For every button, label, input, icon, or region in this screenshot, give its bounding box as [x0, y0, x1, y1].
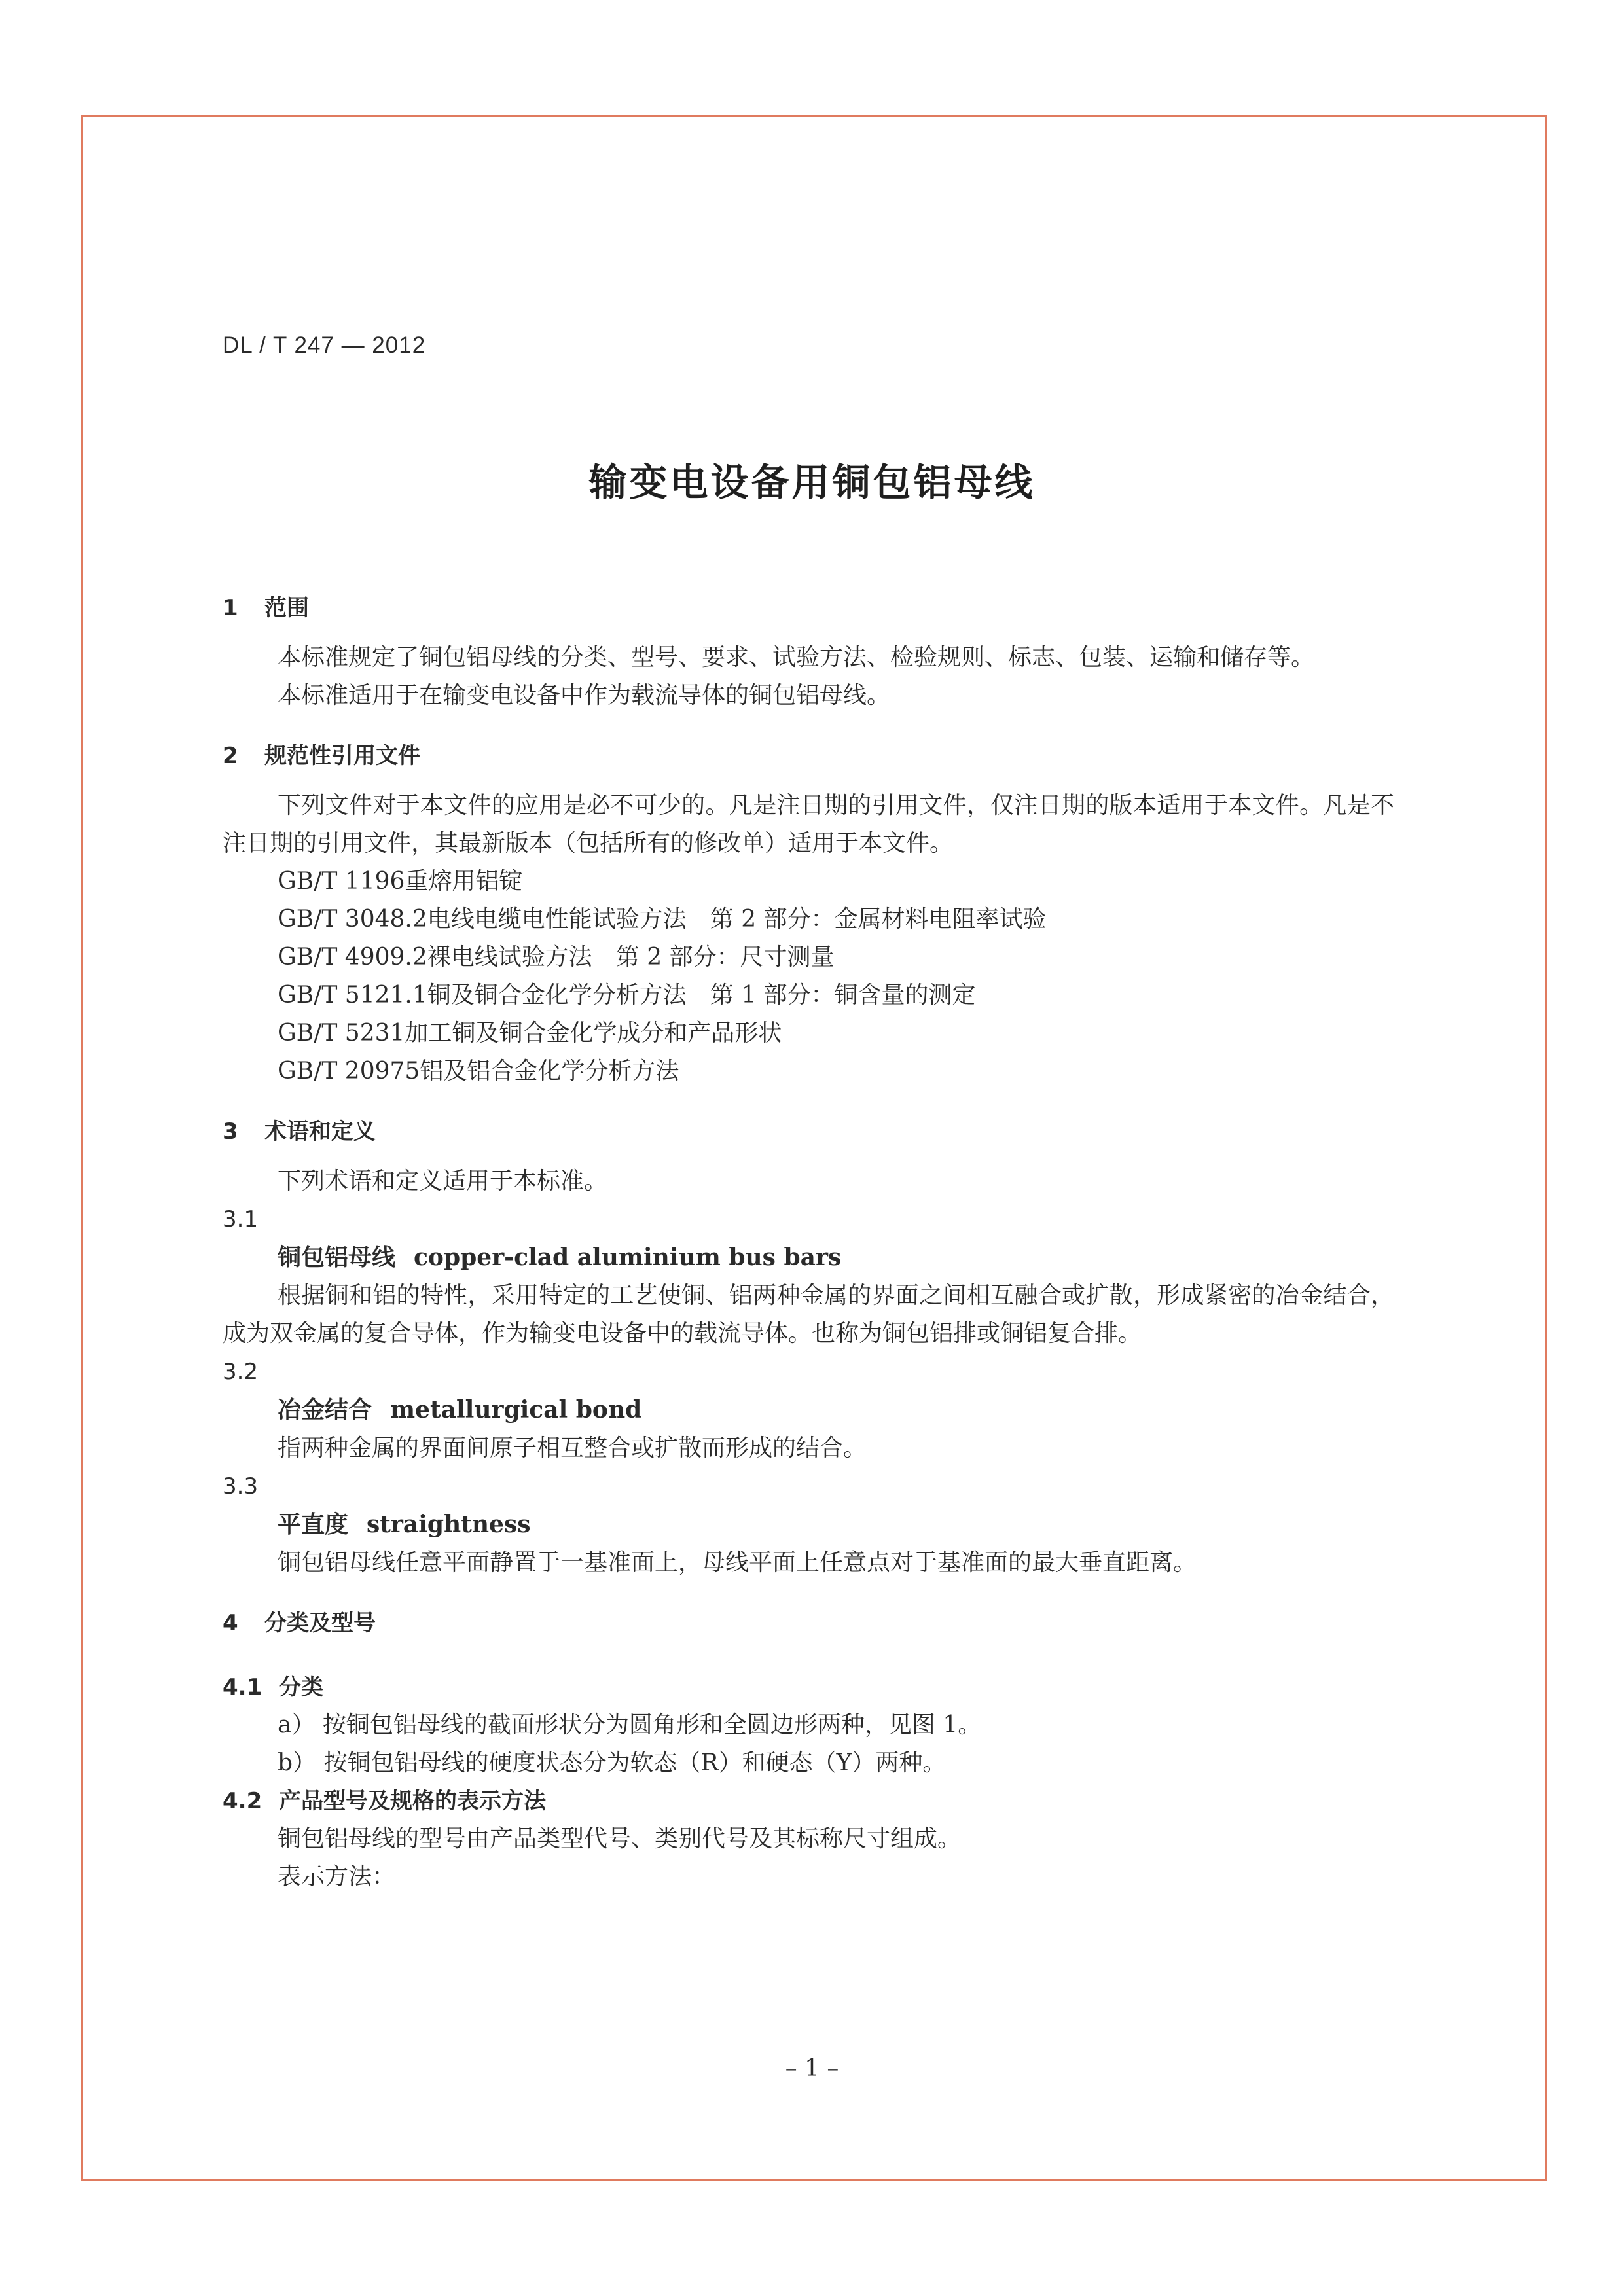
- paragraph: 本标准适用于在输变电设备中作为载流导体的铜包铝母线。: [278, 682, 891, 709]
- section-title: 范围: [264, 595, 309, 621]
- list-item: b） 按铜包铝母线的硬度状态分为软态（R）和硬态（Y）两种。: [278, 1749, 947, 1776]
- section-3-heading: [223, 1113, 1394, 1151]
- term-heading: [278, 1391, 1394, 1429]
- reference-code: GB/T 1196: [278, 868, 405, 895]
- reference-item: [278, 863, 1394, 901]
- term-definition: 指两种金属的界面间原子相互整合或扩散而形成的结合。: [278, 1435, 867, 1462]
- reference-code: GB/T 5231: [278, 1020, 405, 1047]
- paragraph: 铜包铝母线的型号由产品类型代号、类别代号及其标称尺寸组成。: [278, 1825, 962, 1852]
- subsection-number: 4.2: [223, 1788, 262, 1814]
- term-number: 3.2: [223, 1359, 259, 1385]
- section-number: 3: [223, 1119, 238, 1145]
- term-chinese: 冶金结合: [278, 1397, 372, 1424]
- subsection-title: 分类: [279, 1674, 323, 1700]
- reference-item: [278, 901, 1394, 939]
- list-item: a） 按铜包铝母线的截面形状分为圆角形和全圆边形两种，见图 1。: [278, 1712, 982, 1738]
- term-chinese: 铜包铝母线: [278, 1244, 396, 1271]
- document-body: [223, 589, 1394, 1896]
- reference-title: 重熔用铝锭: [405, 868, 523, 895]
- subsection-number: 4.1: [223, 1674, 262, 1700]
- term-chinese: 平直度: [278, 1511, 349, 1538]
- section-2-heading: [223, 737, 1394, 775]
- term-english: copper-clad aluminium bus bars: [414, 1244, 842, 1271]
- reference-code: GB/T 4909.2: [278, 944, 427, 971]
- document-title: 输变电设备用铜包铝母线: [588, 460, 1036, 505]
- section-1-heading: [223, 589, 1394, 627]
- paragraph: 本标准规定了铜包铝母线的分类、型号、要求、试验方法、检验规则、标志、包装、运输和储存等。: [278, 644, 1315, 671]
- section-number: 1: [223, 595, 238, 621]
- reference-item: [278, 1052, 1394, 1090]
- reference-item: [278, 939, 1394, 977]
- section-4-heading: [223, 1604, 1394, 1642]
- standard-code: DL / T 247 — 2012: [223, 332, 426, 358]
- reference-title: 铜及铜合金化学分析方法 第 1 部分：铜含量的测定: [427, 982, 976, 1009]
- paragraph: 下列术语和定义适用于本标准。: [278, 1168, 608, 1194]
- reference-title: 铝及铝合金化学分析方法: [420, 1058, 679, 1085]
- term-number: 3.3: [223, 1473, 259, 1499]
- term-definition: 根据铜和铝的特性，采用特定的工艺使铜、铝两种金属的界面之间相互融合或扩散，形成紧密的冶金结合，成为双金属的复合导体，作为输变电设备中的载流导体。也称为铜包铝排或铜铝复合排。: [223, 1282, 1394, 1347]
- paragraph: 表示方法：: [278, 1863, 396, 1890]
- term-definition: 铜包铝母线任意平面静置于一基准面上，母线平面上任意点对于基准面的最大垂直距离。: [278, 1549, 1197, 1576]
- subsection-4-2-heading: [223, 1782, 1394, 1820]
- reference-item: [278, 1014, 1394, 1052]
- term-heading: [278, 1238, 1394, 1277]
- term-heading: [278, 1505, 1394, 1544]
- term-number: 3.1: [223, 1206, 259, 1232]
- page-number: – 1 –: [785, 2055, 839, 2082]
- paragraph: 下列文件对于本文件的应用是必不可少的。凡是注日期的引用文件，仅注日期的版本适用于本文件。凡是不注日期的引用文件，其最新版本（包括所有的修改单）适用于本文件。: [223, 792, 1394, 857]
- reference-code: GB/T 3048.2: [278, 906, 427, 933]
- reference-title: 电线电缆电性能试验方法 第 2 部分：金属材料电阻率试验: [427, 906, 1047, 933]
- term-english: straightness: [367, 1511, 531, 1538]
- subsection-4-1-heading: [223, 1668, 1394, 1706]
- section-title: 分类及型号: [264, 1610, 376, 1636]
- reference-item: [278, 977, 1394, 1014]
- term-english: metallurgical bond: [390, 1396, 642, 1424]
- reference-title: 裸电线试验方法 第 2 部分：尺寸测量: [427, 944, 835, 971]
- subsection-title: 产品型号及规格的表示方法: [279, 1788, 546, 1814]
- section-number: 2: [223, 743, 238, 769]
- section-title: 规范性引用文件: [264, 743, 420, 769]
- reference-title: 加工铜及铜合金化学成分和产品形状: [405, 1020, 782, 1047]
- reference-code: GB/T 5121.1: [278, 982, 427, 1009]
- reference-code: GB/T 20975: [278, 1058, 420, 1085]
- section-title: 术语和定义: [264, 1119, 376, 1145]
- section-number: 4: [223, 1610, 238, 1636]
